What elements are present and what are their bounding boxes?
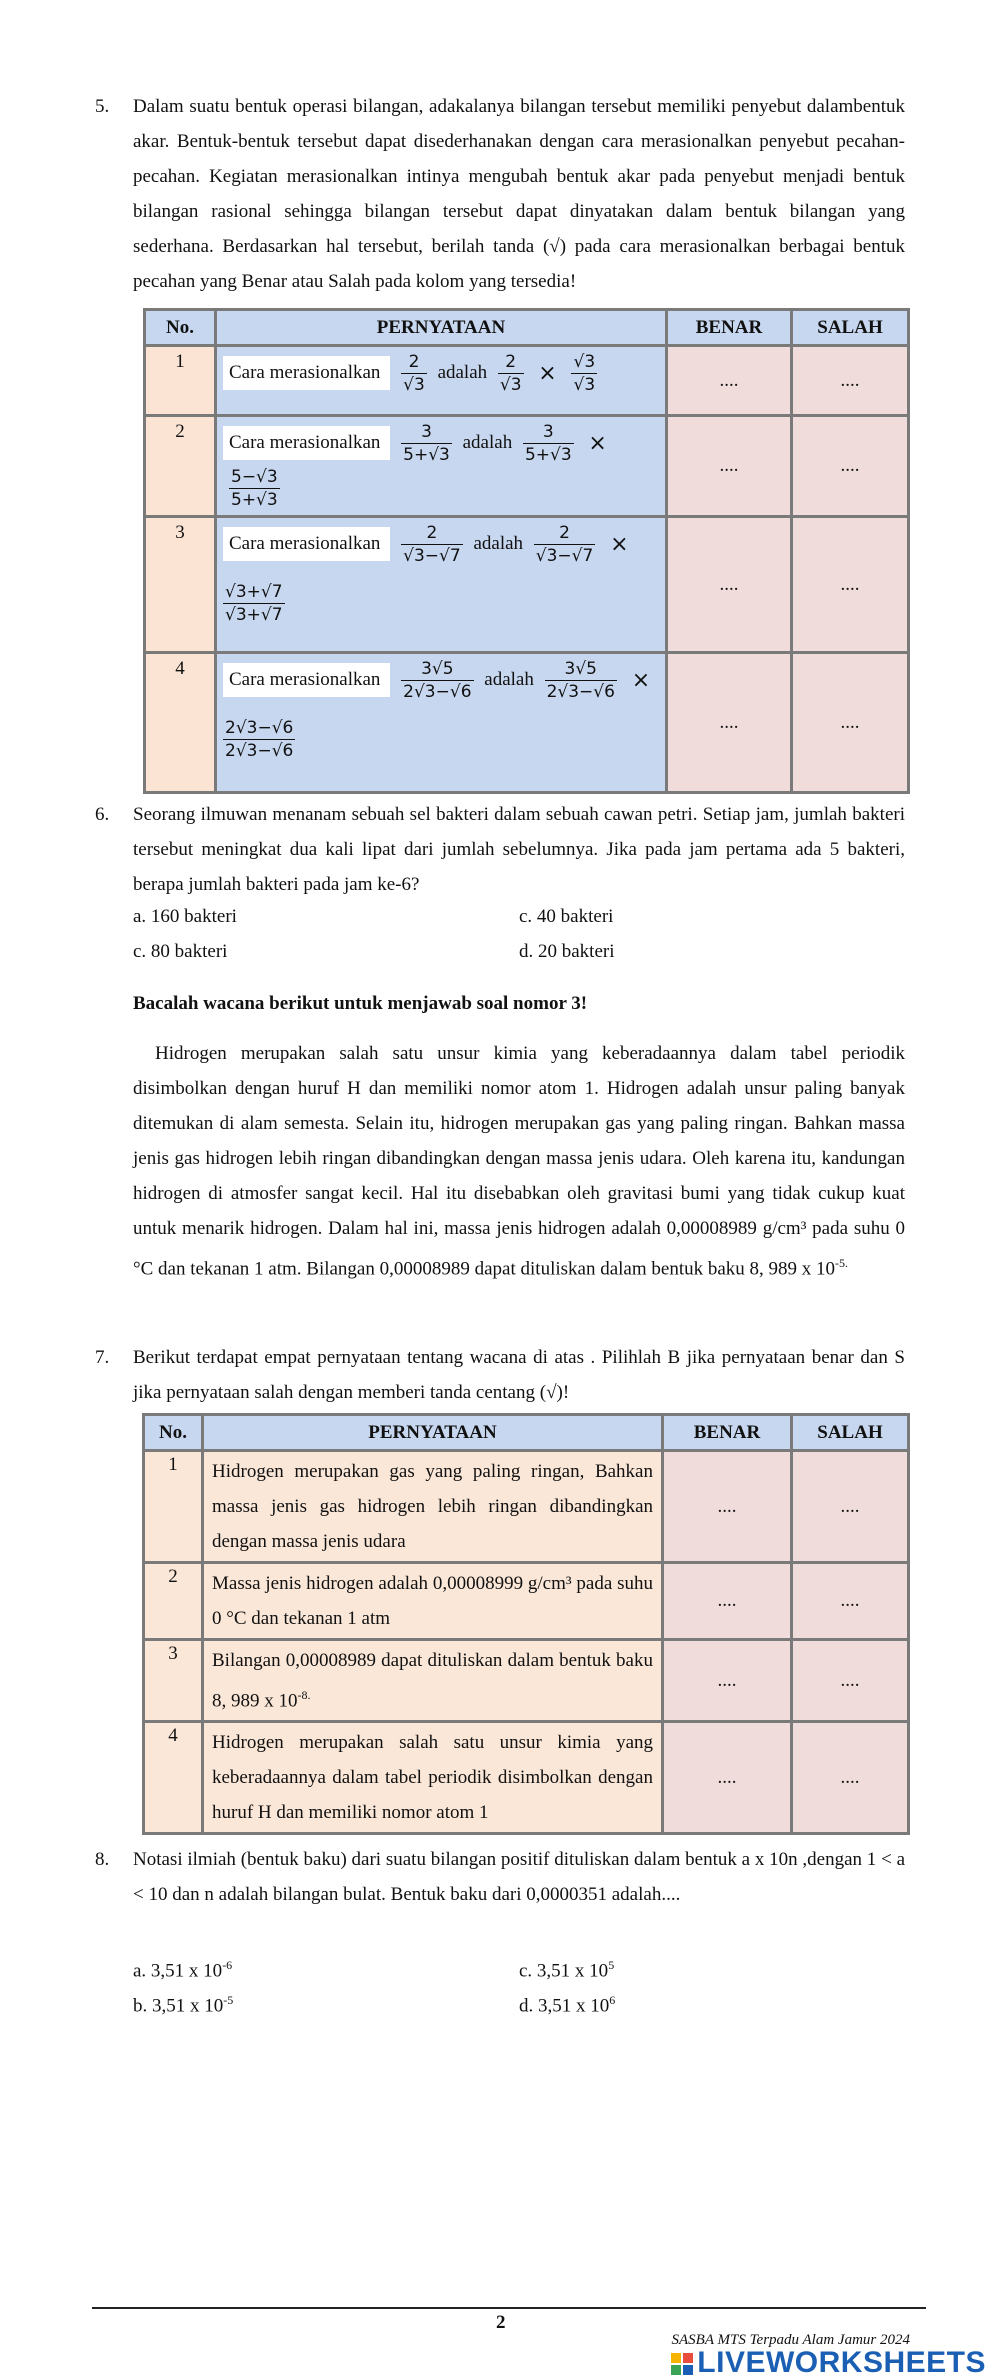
fraction: $\frac{2}{√3-√7}$ — [403, 523, 461, 566]
q5-row-statement — [216, 346, 667, 416]
statement-lead: Cara merasionalkan — [223, 356, 390, 390]
q7-text: Berikut terdapat empat pernyataan tentang wacana di atas . Pilihlah B jika pernyataan benar dan S jika pernyataan salah dengan memberi tanda centang (√)! — [133, 1347, 905, 1403]
fraction: $\frac{3}{5+√3}$ — [403, 422, 450, 465]
q7-row-statement: Bilangan 0,00008989 dapat dituliskan dalam bentuk baku 8, 989 x $10^{-8.}$ — [203, 1640, 663, 1722]
q5-number: 5. — [95, 96, 110, 117]
fraction: $\frac{3}{5+√3}$ — [524, 422, 572, 465]
q7-row-statement: Massa jenis hidrogen adalah 0,00008999 g/cm³ pada suhu 0 °C dan tekanan 1 atm — [203, 1563, 663, 1640]
q7-row-3 — [144, 1640, 909, 1722]
statement-lead: Cara merasionalkan — [223, 527, 390, 561]
q8-option-d[interactable]: d. 3,51 x $10^6$ — [519, 1993, 616, 2017]
q5-answer-salah[interactable]: .... — [792, 517, 909, 653]
q8-number: 8. — [95, 1849, 110, 1870]
q6-option-d[interactable]: d. 20 bakteri — [519, 941, 615, 962]
q5-answer-benar[interactable]: .... — [667, 346, 792, 416]
q7-row-number: 2 — [144, 1563, 203, 1640]
q7-row-statement: Hidrogen merupakan gas yang paling ringan, Bahkan massa jenis gas hidrogen lebih ringan dibandingkan dengan massa jenis udara — [203, 1451, 663, 1563]
fraction: $\frac{√3+√7}{√3+√7}$ — [225, 582, 283, 625]
fraction: $\frac{√3}{√3}$ — [573, 352, 596, 395]
q7-header-statement: PERNYATAAN — [203, 1415, 663, 1451]
q8-option-c[interactable]: c. 3,51 x $10^5$ — [519, 1958, 615, 1982]
liveworksheets-icon — [671, 2353, 693, 2375]
q7-row-1 — [144, 1451, 909, 1563]
q5-header-no: No. — [145, 310, 216, 346]
footer-school: SASBA MTS Terpadu Alam Jamur 2024 — [671, 2332, 910, 2348]
q5-row-statement — [216, 517, 667, 653]
q8-option-a[interactable]: a. 3,51 x $10^{-6}$ — [133, 1958, 233, 1982]
q5-row-number: 4 — [145, 653, 216, 793]
q7-answer-benar[interactable]: .... — [663, 1563, 792, 1640]
q7-row-statement: Hidrogen merupakan salah satu unsur kimia yang keberadaannya dalam tabel periodik disimbolkan dengan huruf H dan memiliki nomor atom 1 — [203, 1722, 663, 1834]
statement-mid: adalah — [473, 532, 524, 554]
q5-answer-benar[interactable]: .... — [667, 416, 792, 517]
q7-answer-salah[interactable]: .... — [792, 1722, 909, 1834]
q5-text: Dalam suatu bentuk operasi bilangan, adakalanya bilangan tersebut memiliki penyebut dalambentuk akar. Bentuk-bentuk tersebut dapat disederhanakan dengan cara merasionalkan penyebut pecahan-pecahan. Kegiatan merasionalkan intinya mengubah bentuk akar pada penyebut menjadi bentuk bilangan rasional sehingga bilangan tersebut dapat dinyatakan dalam bentuk bilangan yang sederhana. Berdasarkan hal tersebut, berilah tanda (√) pada cara merasionalkan berbagai bentuk pecahan yang Benar atau Salah pada kolom yang tersedia! — [133, 96, 905, 292]
fraction: $\frac{5-√3}{5+√3}$ — [231, 467, 278, 510]
q7-row-number: 4 — [144, 1722, 203, 1834]
q7-row-number: 3 — [144, 1640, 203, 1722]
q5-row-3 — [145, 517, 909, 653]
statement-mid: adalah — [462, 431, 513, 453]
q7-answer-salah[interactable]: .... — [792, 1563, 909, 1640]
q7-row-2 — [144, 1563, 909, 1640]
q5-row-statement — [216, 653, 667, 793]
q7-row-number: 1 — [144, 1451, 203, 1563]
statement-lead: Cara merasionalkan — [223, 663, 390, 697]
q7-number: 7. — [95, 1347, 110, 1368]
q5-answer-benar[interactable]: .... — [667, 653, 792, 793]
footer-divider — [92, 2307, 926, 2309]
fraction: $\frac{2}{√3}$ — [499, 352, 522, 395]
q5-answer-salah[interactable]: .... — [792, 653, 909, 793]
q7-header-benar: BENAR — [663, 1415, 792, 1451]
q5-table — [143, 308, 910, 794]
q5-answer-benar[interactable]: .... — [667, 517, 792, 653]
q6-option-a[interactable]: a. 160 bakteri — [133, 906, 237, 927]
statement-lead: Cara merasionalkan — [223, 426, 390, 460]
fraction: $\frac{2√3-√6}{2√3-√6}$ — [225, 718, 294, 761]
q7-answer-benar[interactable]: .... — [663, 1722, 792, 1834]
liveworksheets-logo: LIVEWORKSHEETS — [671, 2346, 986, 2380]
times-sign: × — [631, 668, 651, 693]
page-number: 2 — [496, 2312, 506, 2333]
q6-text: Seorang ilmuwan menanam sebuah sel bakteri dalam sebuah cawan petri. Setiap jam, jumlah bakteri tersebut meningkat dua kali lipat dari jumlah sebelumnya. Jika pada jam pertama ada 5 bakteri, berapa jumlah bakteri pada jam ke-6? — [133, 804, 905, 895]
q5-answer-salah[interactable]: .... — [792, 346, 909, 416]
q5-row-4 — [145, 653, 909, 793]
statement-mid: adalah — [437, 361, 488, 383]
q6-option-b[interactable]: c. 80 bakteri — [133, 941, 228, 962]
passage-title: Bacalah wacana berikut untuk menjawab soal nomor 3! — [133, 993, 588, 1014]
fraction: $\frac{3√5}{2√3-√6}$ — [546, 659, 615, 702]
q8-text: Notasi ilmiah (bentuk baku) dari suatu bilangan positif dituliskan dalam bentuk a x 10n ,dengan 1 < a < 10 dan n adalah bilangan bulat. Bentuk baku dari 0,0000351 adalah.... — [133, 1849, 905, 1905]
q5-row-statement — [216, 416, 667, 517]
q7-answer-benar[interactable]: .... — [663, 1451, 792, 1563]
q8-option-b[interactable]: b. 3,51 x $10^{-5}$ — [133, 1993, 234, 2017]
q5-row-number: 1 — [145, 346, 216, 416]
q6-number: 6. — [95, 804, 110, 825]
passage-text: Hidrogen merupakan salah satu unsur kimia yang keberadaannya dalam tabel periodik disimbolkan dengan huruf H dan memiliki nomor atom 1. Hidrogen adalah unsur paling banyak ditemukan di alam semesta. Selain itu, hidrogen merupakan gas yang paling ringan. Bahkan massa jenis gas hidrogen lebih ringan dibandingkan dengan massa jenis udara. Oleh karena itu, kandungan hidrogen di atmosfer sangat kecil. Hal itu disebabkan oleh gravitasi bumi yang tidak cukup kuat untuk menarik hidrogen. Dalam hal ini, massa jenis hidrogen adalah 0,00008989 g/cm³ pada suhu 0 °C dan tekanan 1 atm. Bilangan 0,00008989 dapat dituliskan dalam bentuk baku 8, 989 x $10^{-5.}$ — [133, 1043, 905, 1280]
q5-header-benar: BENAR — [667, 310, 792, 346]
q5-answer-salah[interactable]: .... — [792, 416, 909, 517]
q6-option-c[interactable]: c. 40 bakteri — [519, 906, 614, 927]
q5-row-1 — [145, 346, 909, 416]
q5-row-number: 3 — [145, 517, 216, 653]
times-sign: × — [588, 431, 607, 456]
q7-answer-salah[interactable]: .... — [792, 1451, 909, 1563]
q7-answer-benar[interactable]: .... — [663, 1640, 792, 1722]
q5-header-statement: PERNYATAAN — [216, 310, 667, 346]
statement-mid: adalah — [484, 668, 534, 690]
q7-table — [142, 1413, 910, 1835]
q7-header-salah: SALAH — [792, 1415, 909, 1451]
q5-row-number: 2 — [145, 416, 216, 517]
q7-answer-salah[interactable]: .... — [792, 1640, 909, 1722]
q7-row-4 — [144, 1722, 909, 1834]
fraction: $\frac{2}{√3-√7}$ — [535, 523, 594, 566]
q5-header-salah: SALAH — [792, 310, 909, 346]
q7-header-no: No. — [144, 1415, 203, 1451]
times-sign: × — [538, 361, 557, 386]
fraction: $\frac{3√5}{2√3-√6}$ — [403, 659, 472, 702]
fraction: $\frac{2}{√3}$ — [403, 352, 425, 395]
times-sign: × — [610, 532, 629, 557]
q5-row-2 — [145, 416, 909, 517]
